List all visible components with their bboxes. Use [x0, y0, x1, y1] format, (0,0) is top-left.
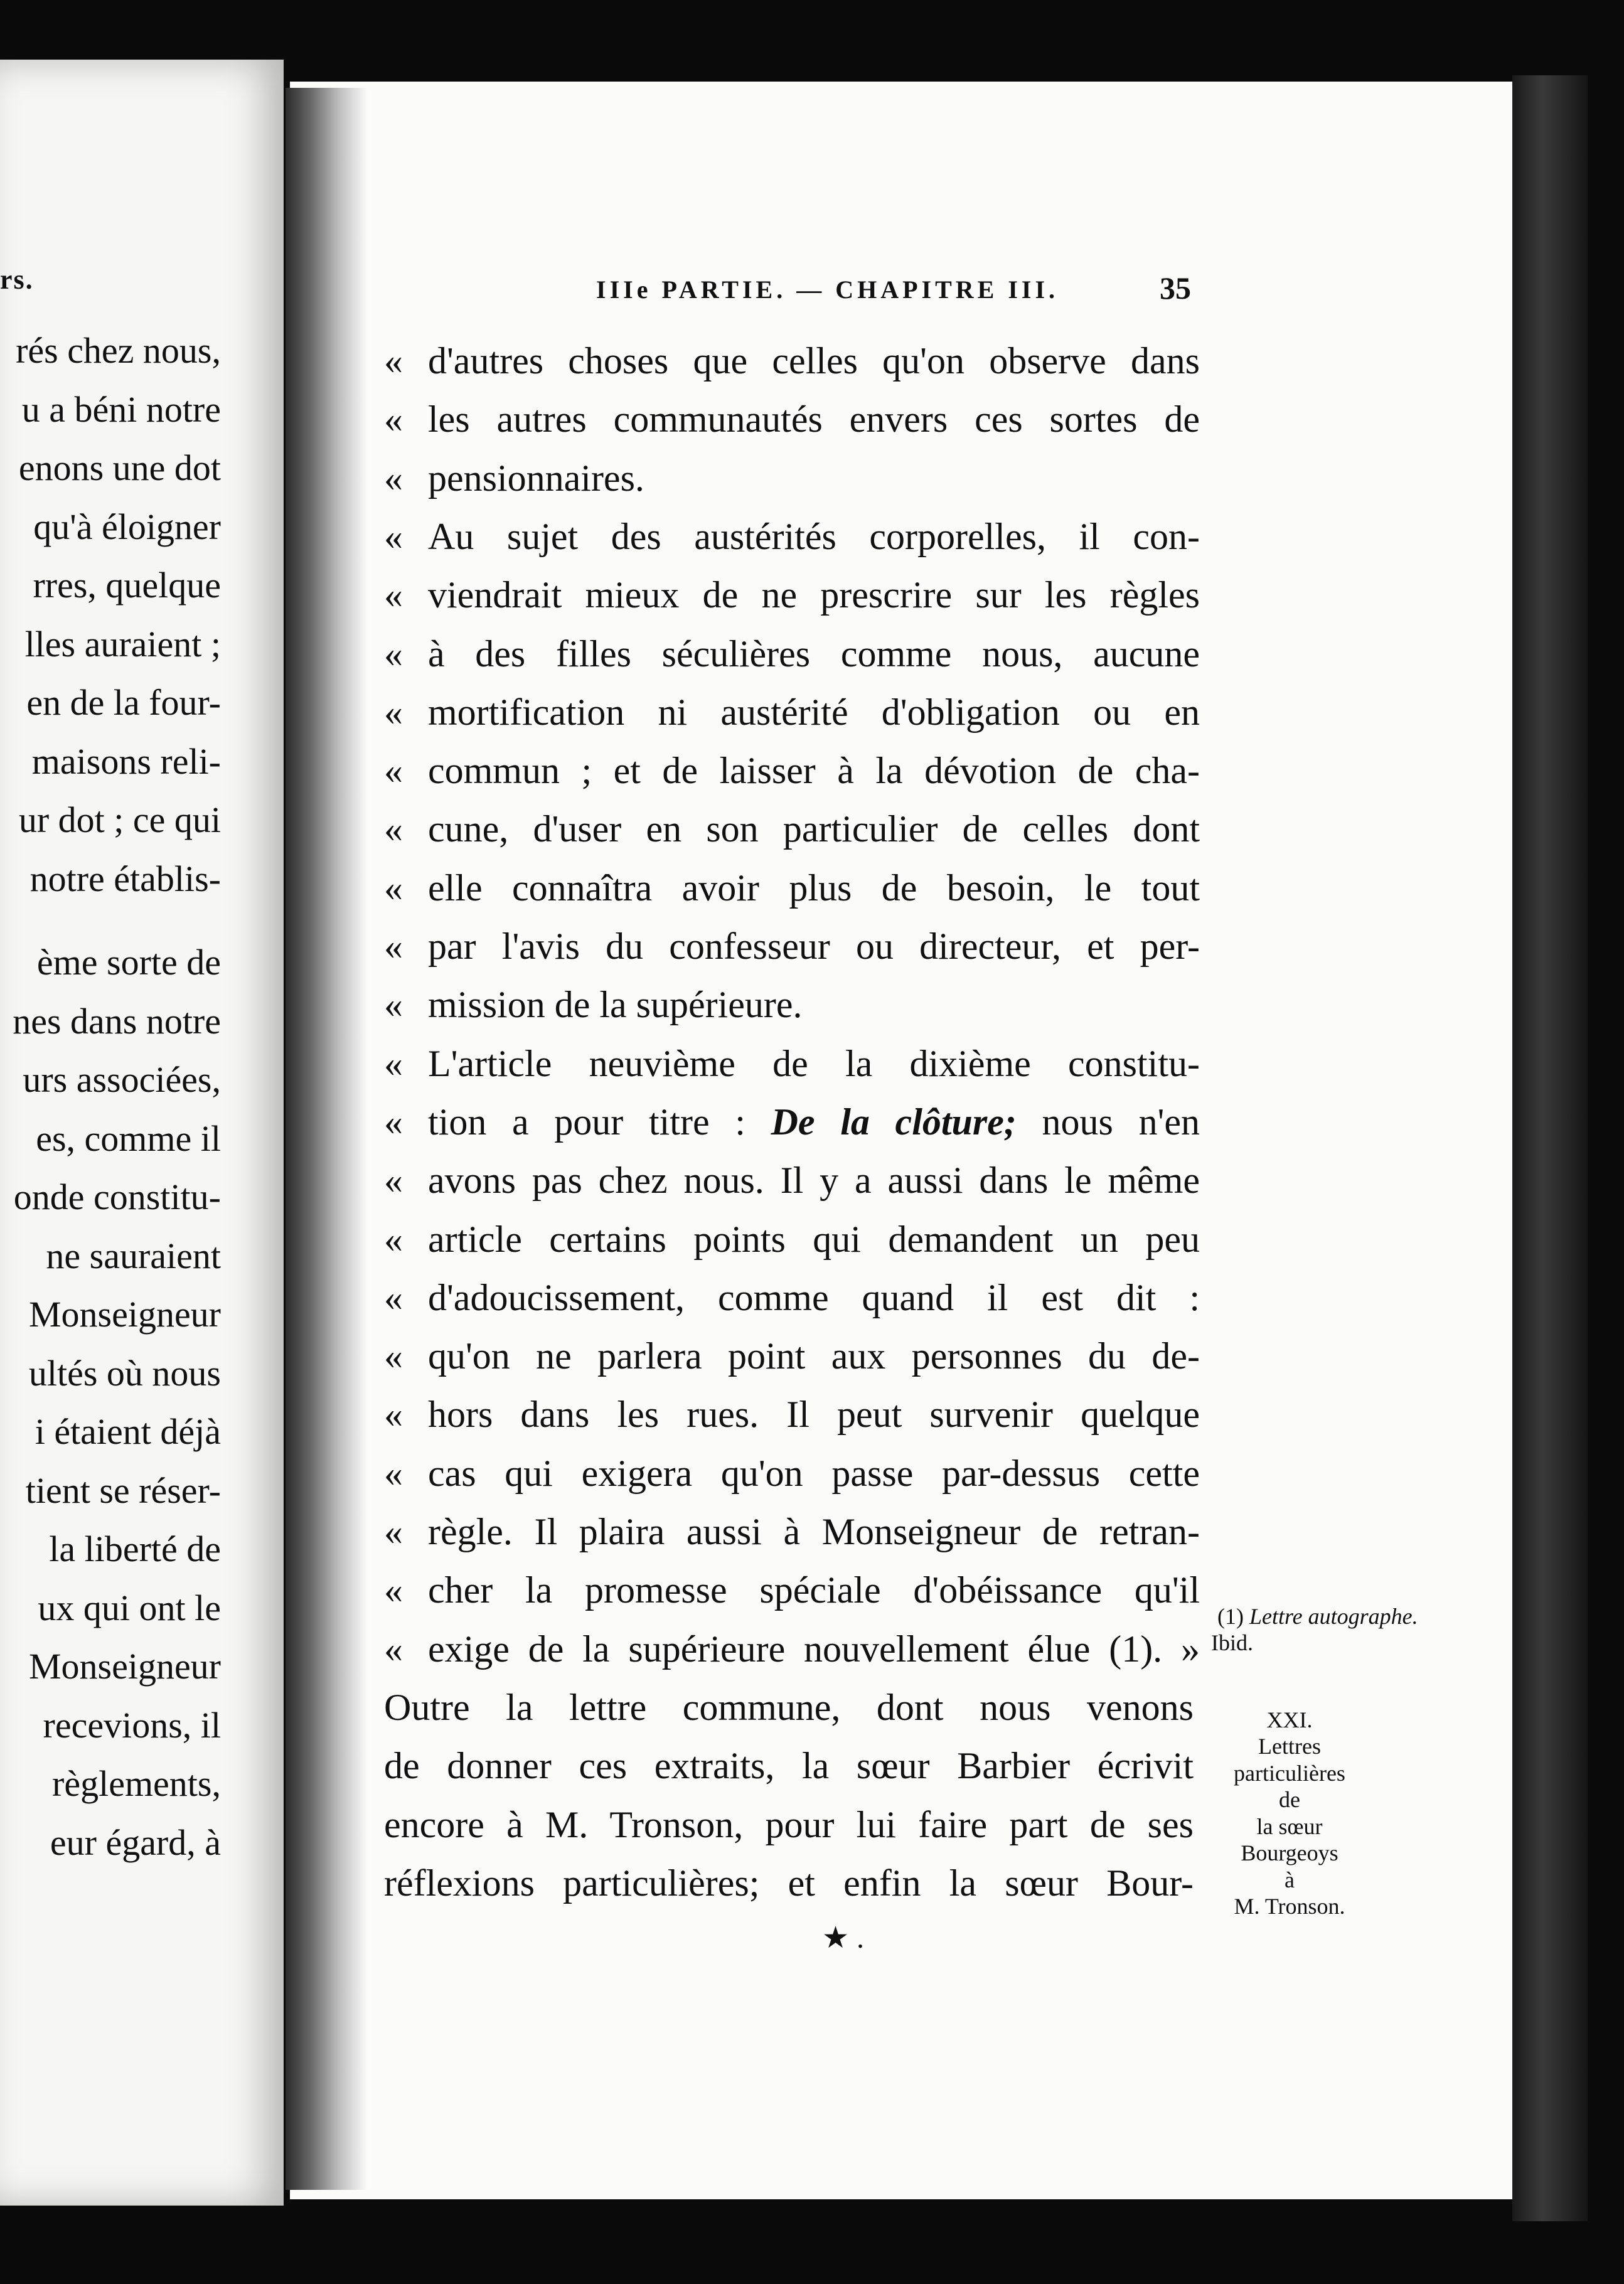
left-page-line: tient se réser-: [25, 1470, 221, 1511]
quote-mark: «: [384, 1042, 403, 1084]
quote-mark: «: [384, 1101, 403, 1143]
quote-mark: «: [384, 1160, 403, 1202]
left-page-line: ne sauraient: [46, 1235, 221, 1276]
body-line: « cune, d'user en son particulier de celles dont: [384, 808, 1200, 850]
page-edge: [1512, 75, 1588, 2221]
quote-mark: «: [384, 1218, 403, 1260]
quote-mark: «: [384, 926, 403, 967]
quote-mark: «: [384, 515, 403, 557]
margin-note-line: M. Tronson.: [1234, 1894, 1345, 1919]
margin-note-line: Lettres: [1258, 1734, 1321, 1759]
left-page-line: u a béni notre: [21, 388, 221, 430]
body-line: « article certains points qui demandent un peu: [384, 1218, 1200, 1260]
margin-note-line: à: [1285, 1867, 1295, 1892]
left-page-line: maisons reli-: [31, 740, 221, 782]
margin-note-line: particulières: [1234, 1760, 1345, 1786]
left-page-line: nes dans notre: [13, 1000, 221, 1042]
body-line: « mission de la supérieure.: [384, 984, 803, 1026]
body-line: encore à M. Tronson, pour lui faire part de ses: [384, 1803, 1194, 1845]
running-head: IIIe PARTIE. — CHAPITRE III.: [596, 275, 1059, 304]
left-page-line: Monseigneur: [28, 1294, 221, 1335]
body-line: « Au sujet des austérités corporelles, il con-: [384, 515, 1200, 557]
quote-mark: «: [384, 1335, 403, 1377]
book-gutter: [286, 88, 367, 2190]
body-line: « avons pas chez nous. Il y a aussi dans le même: [384, 1160, 1200, 1202]
quote-mark: «: [384, 984, 403, 1026]
left-page-line: Monseigneur: [28, 1646, 221, 1687]
quote-mark: «: [384, 632, 403, 675]
left-page-line: ème sorte de: [36, 942, 221, 983]
left-page-line: la liberté de: [49, 1529, 221, 1569]
quote-mark: «: [384, 1511, 403, 1552]
quote-mark: «: [384, 1276, 403, 1318]
left-page-line: es, comme il: [36, 1118, 221, 1159]
body-line: « L'article neuvième de la dixième constitu-: [384, 1042, 1200, 1084]
italic-title: De la clôture;: [771, 1101, 1017, 1143]
body-line: réflexions particulières; et enfin la sœur Bour-: [384, 1862, 1194, 1904]
body-line: « à des filles séculières comme nous, aucune: [384, 632, 1200, 675]
left-page-line: urs associées,: [23, 1059, 221, 1100]
left-page-line: recevions, il: [43, 1704, 221, 1746]
body-line: « d'adoucissement, comme quand il est dit :: [384, 1276, 1200, 1318]
body-line: « mortification ni austérité d'obligation ou en: [384, 691, 1200, 733]
quote-mark: «: [384, 808, 403, 850]
body-line: « règle. Il plaira aussi à Monseigneur de retran-: [384, 1511, 1200, 1552]
left-page-line: qu'à éloigner: [33, 506, 221, 547]
margin-note-line: Bourgeoys: [1241, 1840, 1338, 1866]
body-line: « cher la promesse spéciale d'obéissance qu'il: [384, 1569, 1200, 1611]
body-line: « exige de la supérieure nouvellement élue (1). »: [384, 1628, 1200, 1670]
quote-mark: «: [384, 867, 403, 909]
left-page-line: enons une dot: [18, 447, 221, 488]
left-running-head: rs.: [0, 264, 34, 295]
quote-mark: «: [384, 691, 403, 733]
left-page-line: notre établis-: [29, 858, 221, 899]
body-line: « hors dans les rues. Il peut survenir quelque: [384, 1394, 1200, 1436]
footnote: (1) Lettre autographe. Ibid.: [1205, 1603, 1374, 1657]
body-line: « elle connaîtra avoir plus de besoin, le tout: [384, 867, 1200, 909]
footnote-italic: Lettre autographe.: [1249, 1604, 1418, 1629]
margin-note: [1205, 1707, 1374, 1920]
signature-mark: ★ .: [822, 1921, 865, 1955]
left-page-line: rés chez nous,: [16, 330, 221, 371]
quote-mark: «: [384, 1394, 403, 1436]
footnote-ibid: Ibid.: [1211, 1630, 1253, 1656]
body-line: « tion a pour titre : De la clôture; nous n'en: [384, 1101, 1200, 1143]
margin-note-number: XXI.: [1266, 1707, 1313, 1732]
left-page-line: rres, quelque: [33, 565, 221, 606]
body-line: « d'autres choses que celles qu'on observe dans: [384, 340, 1200, 382]
left-page-line: ux qui ont le: [38, 1587, 221, 1628]
quote-mark: «: [384, 1569, 403, 1611]
quote-mark: «: [384, 340, 403, 382]
body-line: « qu'on ne parlera point aux personnes du de-: [384, 1335, 1200, 1377]
body-line: « commun ; et de laisser à la dévotion de cha-: [384, 750, 1200, 792]
body-line: « les autres communautés envers ces sortes de: [384, 398, 1200, 440]
left-page-line: ultés où nous: [28, 1352, 221, 1394]
quote-mark: «: [384, 398, 403, 440]
left-page-line: ur dot ; ce qui: [18, 799, 221, 840]
left-page-line: onde constitu-: [13, 1177, 221, 1217]
quote-mark: «: [384, 750, 403, 792]
quote-mark: «: [384, 1628, 403, 1670]
page-number: 35: [1160, 270, 1191, 306]
left-page-line: i étaient déjà: [35, 1411, 221, 1452]
body-line: Outre la lettre commune, dont nous venons: [384, 1686, 1194, 1728]
quote-mark: «: [384, 574, 403, 616]
body-line: « cas qui exigera qu'on passe par-dessus cette: [384, 1452, 1200, 1494]
quote-mark: «: [384, 1452, 403, 1494]
body-line: « viendrait mieux de ne prescrire sur les règles: [384, 574, 1200, 616]
left-page-line: eur égard, à: [50, 1822, 221, 1863]
margin-note-line: de: [1279, 1787, 1300, 1813]
left-page-line: en de la four-: [26, 682, 221, 723]
body-line: de donner ces extraits, la sœur Barbier écrivit: [384, 1745, 1194, 1787]
body-line: « pensionnaires.: [384, 457, 644, 499]
left-page-line: règlements,: [52, 1763, 221, 1804]
left-page-line: lles auraient ;: [24, 623, 221, 664]
quote-mark: «: [384, 457, 403, 499]
body-line: « par l'avis du confesseur ou directeur, et per-: [384, 926, 1200, 967]
margin-note-line: la sœur: [1256, 1813, 1323, 1839]
